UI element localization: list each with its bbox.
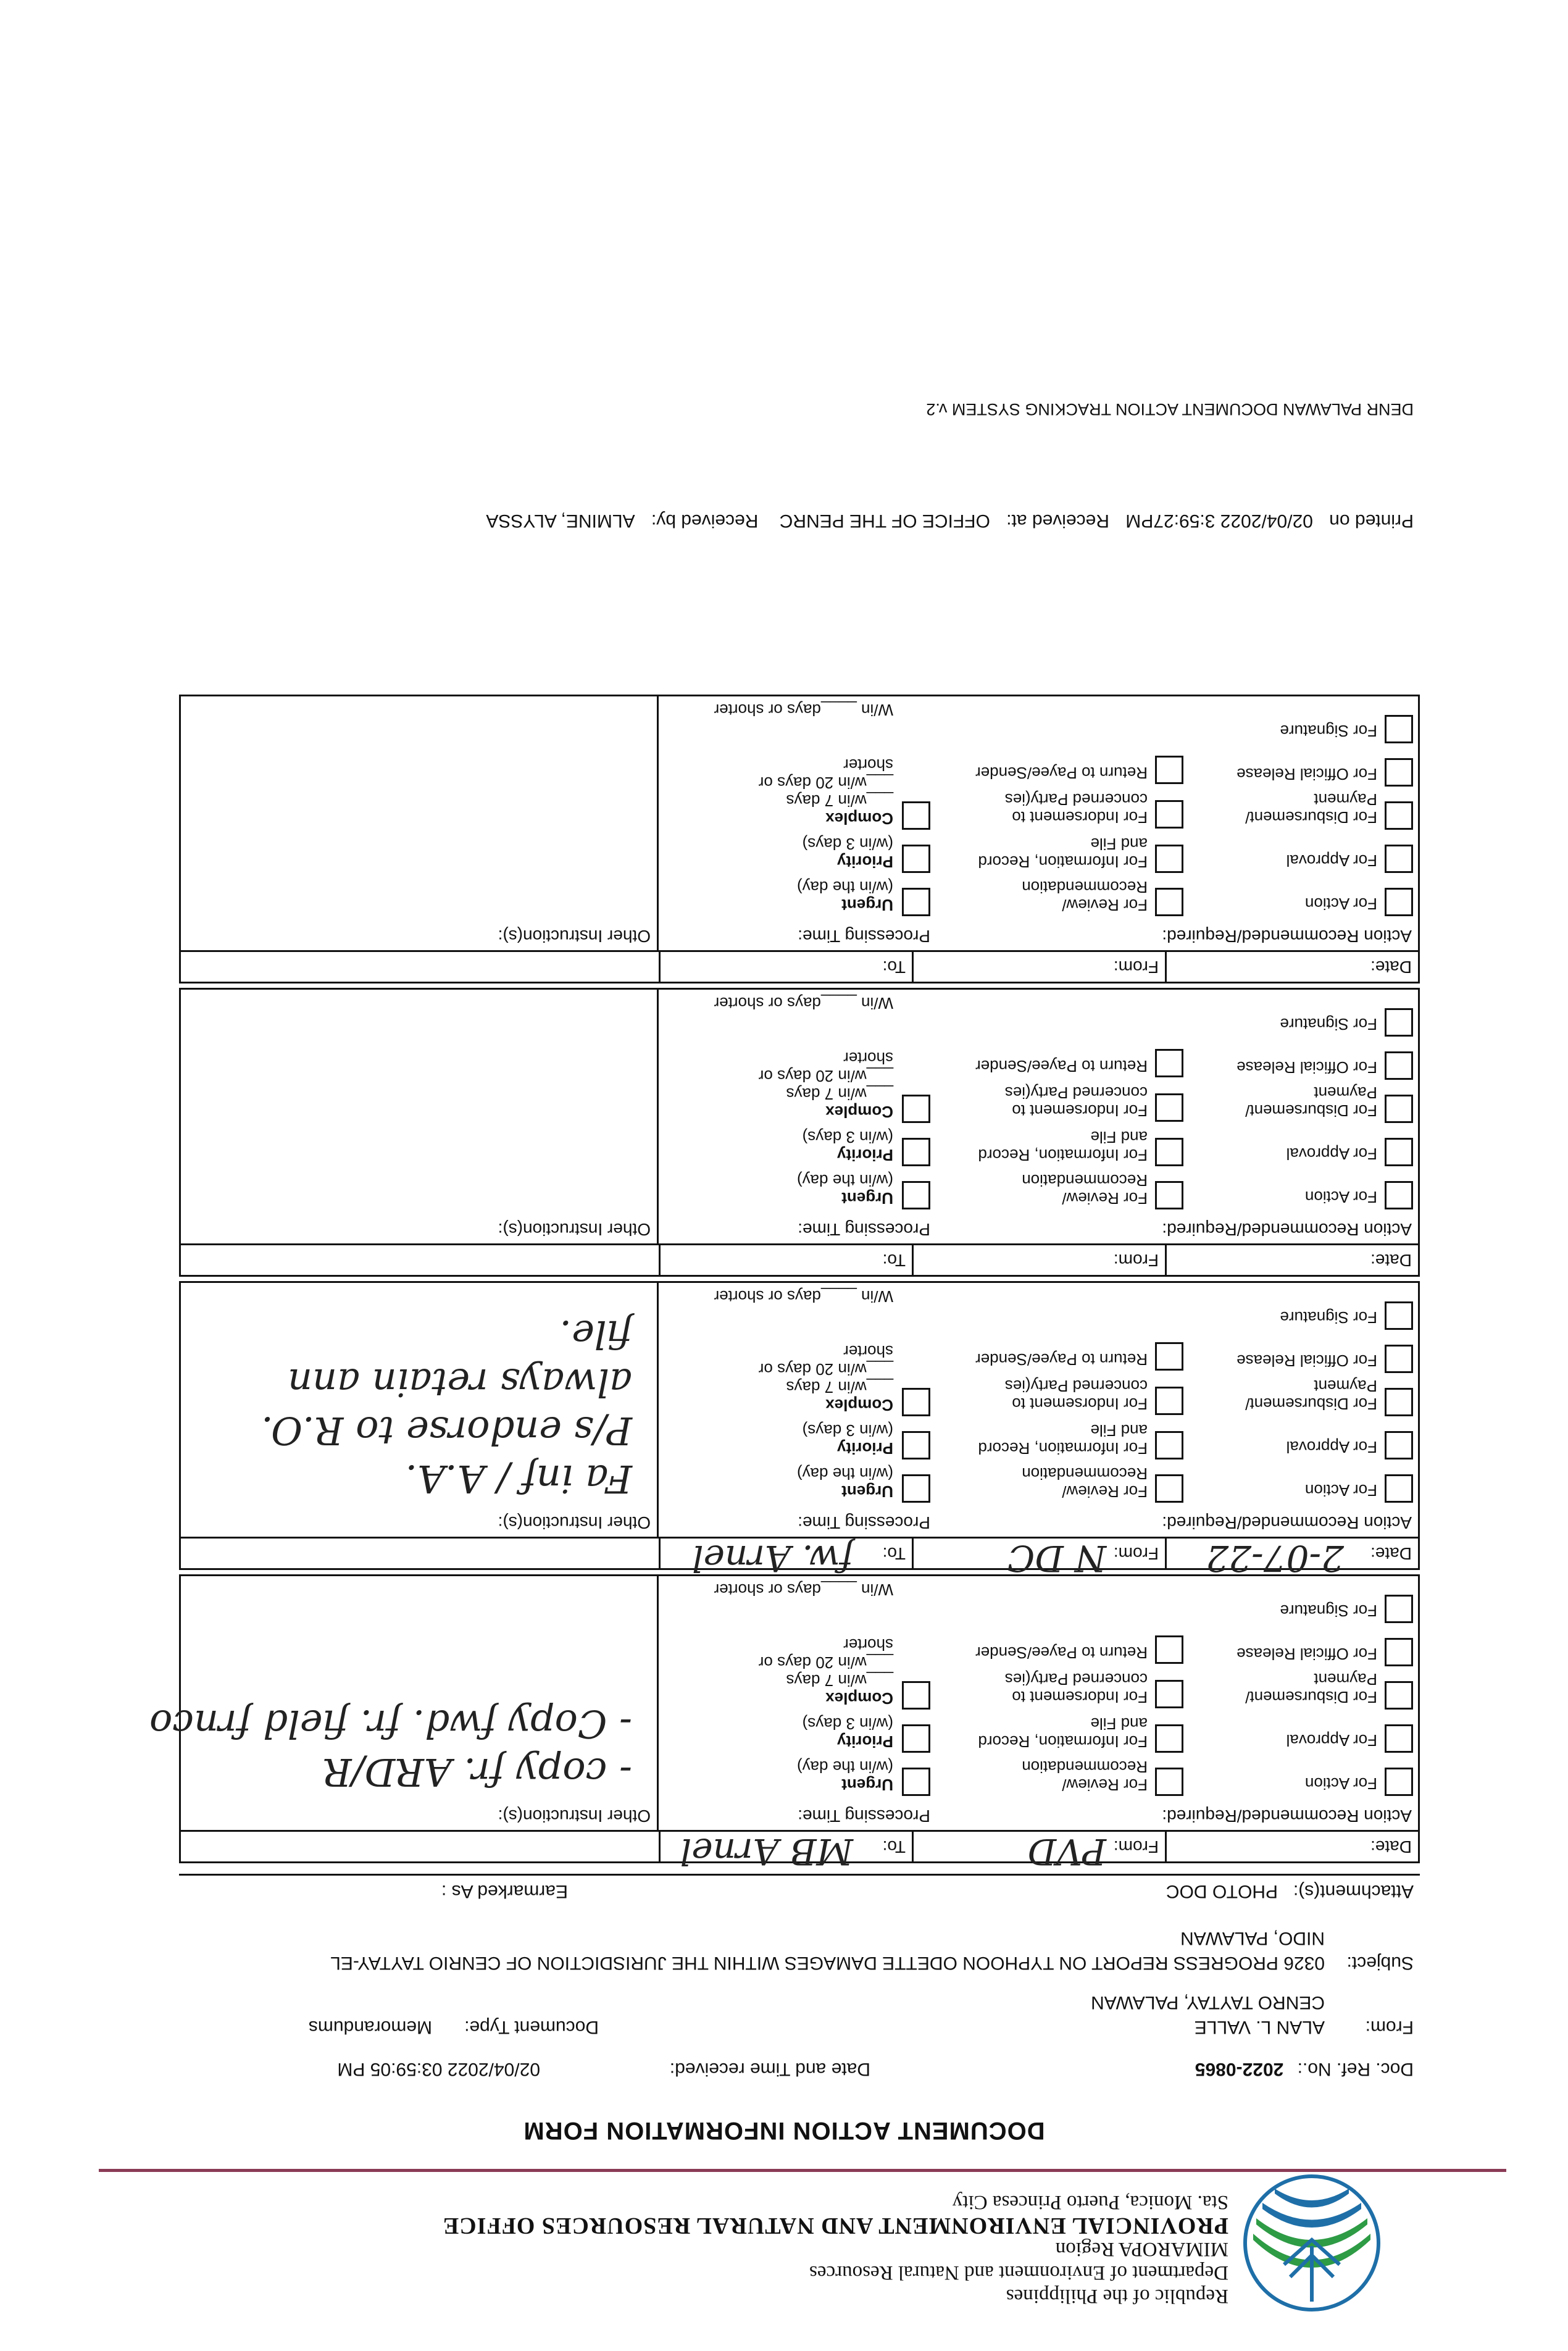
for-disbursement-checkbox[interactable] (1385, 801, 1413, 830)
for-official-release-checkbox[interactable] (1385, 1051, 1413, 1080)
from-label: From: (1113, 1251, 1159, 1270)
urgent-text: Urgent (841, 1776, 893, 1794)
from-cell[interactable] (912, 1537, 1165, 1579)
header-divider (99, 2169, 1506, 2172)
for-approval-text: For Approval (1286, 1731, 1377, 1750)
instructions-column[interactable] (178, 988, 659, 1245)
priority-label (803, 1128, 893, 1164)
address-line: Sta. Monica, Puerto Princesa City (952, 2191, 1228, 2213)
processing-title: Processing Time: (798, 1513, 930, 1532)
for-official-release-text: For Official Release (1236, 1645, 1377, 1663)
complex-sub-1: ___w/in 7 days (786, 1085, 893, 1103)
earmarked-label: Earmarked As : (441, 1881, 568, 1902)
from-cell[interactable] (912, 1831, 1165, 1873)
for-disbursement-label (1245, 1377, 1377, 1413)
for-indorsement-checkbox[interactable] (1155, 1680, 1183, 1708)
for-disbursement-text-2: Payment (1314, 1377, 1377, 1395)
return-to-payee-text: Return to Payee/Sender (975, 1350, 1148, 1369)
for-review-text-2: Recommendation (1022, 878, 1148, 896)
priority-checkbox[interactable] (902, 1724, 930, 1753)
date-cell[interactable] (1165, 1832, 1418, 1861)
attachments-value: PHOTO DOC (1166, 1881, 1278, 1902)
for-indorsement-text: For Indorsement to (1012, 1101, 1148, 1120)
for-approval-text: For Approval (1286, 1438, 1377, 1456)
from-label: From: (1365, 2017, 1414, 2037)
date-label: Date: (1370, 958, 1412, 977)
within-days: W/in ____days or shorter (714, 1581, 893, 1599)
for-indorsement-text: For Indorsement to (1012, 1395, 1148, 1413)
to-label: To: (882, 1544, 906, 1563)
return-to-payee-checkbox[interactable] (1155, 1635, 1183, 1664)
instructions-title: Other Instruction(s): (498, 1220, 651, 1239)
complex-sub-2: ___w/in 20 days or (758, 774, 893, 792)
for-indorsement-checkbox[interactable] (1155, 1093, 1183, 1122)
for-approval-text: For Approval (1286, 851, 1377, 870)
from-name: ALAN L. VALLE (1194, 2017, 1325, 2037)
processing-title: Processing Time: (798, 927, 930, 946)
system-name: DENR PALAWAN DOCUMENT ACTION TRACKING SYSTEM v.2 (926, 400, 1414, 419)
for-signature-label (1280, 722, 1377, 740)
for-review-label (1022, 878, 1148, 914)
return-to-payee-label (975, 764, 1148, 782)
complex-text: Complex (825, 1689, 893, 1708)
from-label: From: (1113, 1837, 1159, 1856)
section-divider (179, 1874, 1420, 1876)
complex-sub-3: shorter (843, 1342, 893, 1361)
slip-header-row (181, 950, 1418, 982)
for-approval-checkbox[interactable] (1385, 1431, 1413, 1459)
from-value: N DC (1007, 1537, 1106, 1579)
routing-slip-4 (179, 695, 1420, 983)
for-indorsement-label (1005, 1670, 1148, 1706)
for-official-release-text: For Official Release (1236, 1058, 1377, 1077)
urgent-text: Urgent (841, 1189, 893, 1208)
doc-ref: Doc. Ref. No.: 2022-0865 (1195, 2059, 1414, 2079)
priority-checkbox[interactable] (902, 1431, 930, 1459)
for-review-label (1022, 1171, 1148, 1207)
doc-ref-value: 2022-0865 (1195, 2059, 1284, 2079)
processing-column (659, 988, 936, 1245)
for-information-label (978, 1421, 1148, 1457)
complex-text: Complex (825, 809, 893, 828)
action-title: Action Recommended/Required: (1162, 1220, 1412, 1239)
return-to-payee-label (975, 1057, 1148, 1075)
for-approval-text: For Approval (1286, 1145, 1377, 1163)
for-review-checkbox[interactable] (1155, 1768, 1183, 1796)
for-disbursement-text-2: Payment (1314, 790, 1377, 809)
for-information-checkbox[interactable] (1155, 845, 1183, 873)
for-disbursement-label (1245, 1084, 1377, 1119)
for-review-text: For Review/ (1062, 1482, 1148, 1501)
for-official-release-text: For Official Release (1236, 1351, 1377, 1370)
for-disbursement-text: For Disbursement/ (1245, 808, 1377, 827)
routing-slip-3 (179, 988, 1420, 1277)
complex-sub-2: ___w/in 20 days or (758, 1653, 893, 1672)
slip-header-row (181, 1243, 1418, 1275)
for-review-text: For Review/ (1062, 1189, 1148, 1208)
urgent-sub-1: (w/in the day) (796, 1464, 893, 1483)
urgent-label (797, 1171, 893, 1207)
processing-title: Processing Time: (798, 1806, 930, 1826)
return-to-payee-checkbox[interactable] (1155, 1049, 1183, 1077)
complex-checkbox[interactable] (902, 1681, 930, 1710)
for-action-checkbox[interactable] (1385, 888, 1413, 916)
for-information-label (978, 1714, 1148, 1750)
complex-sub-3: shorter (843, 1635, 893, 1654)
for-review-label (1022, 1758, 1148, 1794)
subject-label: Subject: (1346, 1953, 1414, 1973)
for-approval-label (1287, 851, 1377, 869)
for-signature-label (1280, 1601, 1377, 1619)
for-signature-checkbox[interactable] (1385, 1008, 1413, 1037)
action-column (936, 988, 1418, 1245)
for-indorsement-label (1005, 1377, 1148, 1413)
for-signature-checkbox[interactable] (1385, 1301, 1413, 1330)
for-action-label (1305, 1188, 1377, 1206)
for-review-text-2: Recommendation (1022, 1758, 1148, 1776)
priority-sub-1: (w/in 3 days) (802, 835, 893, 853)
to-cell[interactable] (659, 1537, 912, 1579)
for-approval-label (1287, 1145, 1377, 1163)
to-label: To: (882, 958, 906, 977)
from-office: CENRO TAYTAY, PALAWAN (1091, 1992, 1325, 2013)
return-to-payee-checkbox[interactable] (1155, 1342, 1183, 1371)
for-action-text: For Action (1304, 1481, 1377, 1500)
for-action-label (1305, 1481, 1377, 1499)
slip-header-row (181, 1830, 1418, 1873)
for-disbursement-checkbox[interactable] (1385, 1388, 1413, 1416)
urgent-label (797, 878, 893, 914)
for-official-release-label (1236, 765, 1377, 783)
republic-line: Republic of the Philippines (1006, 2285, 1228, 2307)
letterhead-text (443, 2190, 1228, 2308)
for-information-text-2: and File (1090, 1421, 1148, 1440)
handwritten-instruction: file. (559, 1312, 632, 1357)
for-review-checkbox[interactable] (1155, 888, 1183, 916)
for-indorsement-text-2: concerned Party(ies (1004, 790, 1148, 809)
routing-slip-1 (149, 1574, 1420, 1873)
to-cell[interactable] (659, 1831, 912, 1873)
complex-sub-3: shorter (843, 756, 893, 774)
for-information-text-2: and File (1090, 835, 1148, 853)
complex-text: Complex (825, 1396, 893, 1414)
action-column (936, 1282, 1418, 1539)
processing-column (659, 695, 936, 952)
priority-label (803, 835, 893, 871)
for-information-checkbox[interactable] (1155, 1431, 1183, 1459)
handwritten-instruction: - Copy fwd. fr. field frnco (149, 1702, 632, 1747)
action-title: Action Recommended/Required: (1162, 1806, 1412, 1826)
for-disbursement-checkbox[interactable] (1385, 1095, 1413, 1123)
for-indorsement-text: For Indorsement to (1012, 808, 1148, 827)
instructions-title: Other Instruction(s): (498, 1513, 651, 1532)
for-approval-checkbox[interactable] (1385, 845, 1413, 873)
department-line: Department of Environment and Natural Resources (809, 2261, 1228, 2284)
date-cell[interactable] (1165, 1245, 1418, 1275)
for-indorsement-checkbox[interactable] (1155, 800, 1183, 829)
subject-line-1: 0326 PROGRESS REPORT ON TYPHOON ODETTE DAMAGES WITHIN THE JURISDICTION OF CENRIO TAYTAY-EL (330, 1953, 1325, 1973)
priority-checkbox[interactable] (902, 845, 930, 873)
for-indorsement-text-2: concerned Party(ies (1004, 1377, 1148, 1395)
for-official-release-checkbox[interactable] (1385, 1638, 1413, 1666)
attachments-label: Attachment(s): (1293, 1881, 1414, 1902)
processing-title: Processing Time: (798, 1220, 930, 1239)
handwritten-instruction: P/s endorse to R.O. (261, 1408, 632, 1453)
urgent-text: Urgent (841, 1482, 893, 1501)
for-indorsement-text-2: concerned Party(ies (1004, 1084, 1148, 1102)
from-value: PVD (1027, 1831, 1106, 1873)
date-received-value: 02/04/2022 03:59:05 PM (337, 2059, 540, 2079)
for-indorsement-text: For Indorsement to (1012, 1688, 1148, 1706)
for-approval-checkbox[interactable] (1385, 1724, 1413, 1753)
to-cell[interactable] (659, 1245, 912, 1275)
received-at-value: OFFICE OF THE PENRC (779, 511, 990, 531)
processing-column (659, 1575, 936, 1832)
for-information-text: For Information, Record (978, 1439, 1148, 1458)
priority-label (803, 1714, 893, 1750)
from-label: From: (1113, 958, 1159, 977)
for-disbursement-label (1245, 790, 1377, 826)
routing-slip-2 (179, 1281, 1420, 1579)
within-days: W/in ____days or shorter (714, 1287, 893, 1306)
complex-text: Complex (825, 1103, 893, 1121)
for-information-checkbox[interactable] (1155, 1138, 1183, 1166)
complex-label (759, 1635, 893, 1707)
priority-sub-1: (w/in 3 days) (802, 1714, 893, 1733)
handwritten-instruction: - copy fr. ARD/R (322, 1750, 632, 1795)
for-disbursement-text: For Disbursement/ (1245, 1395, 1377, 1413)
for-approval-label (1287, 1438, 1377, 1456)
complex-checkbox[interactable] (902, 801, 930, 830)
to-value: fw. Arnel (692, 1537, 853, 1579)
for-signature-checkbox[interactable] (1385, 715, 1413, 743)
for-action-text: For Action (1304, 1188, 1377, 1206)
complex-sub-1: ___w/in 7 days (786, 1378, 893, 1397)
for-disbursement-label (1245, 1670, 1377, 1706)
for-indorsement-label (1005, 1084, 1148, 1119)
for-action-text: For Action (1304, 895, 1377, 913)
for-action-checkbox[interactable] (1385, 1181, 1413, 1209)
instructions-title: Other Instruction(s): (498, 1806, 651, 1826)
for-approval-checkbox[interactable] (1385, 1138, 1413, 1166)
for-information-checkbox[interactable] (1155, 1724, 1183, 1753)
for-official-release-label (1236, 1645, 1377, 1663)
for-approval-label (1287, 1731, 1377, 1749)
complex-label (759, 756, 893, 827)
doc-type-value: Memorandums (308, 2017, 432, 2037)
return-to-payee-checkbox[interactable] (1155, 756, 1183, 784)
for-action-checkbox[interactable] (1385, 1474, 1413, 1503)
for-indorsement-checkbox[interactable] (1155, 1387, 1183, 1415)
urgent-checkbox[interactable] (902, 1474, 930, 1503)
for-disbursement-text-2: Payment (1314, 1670, 1377, 1689)
for-information-text: For Information, Record (978, 853, 1148, 871)
processing-column (659, 1282, 936, 1539)
for-official-release-text: For Official Release (1236, 765, 1377, 783)
to-label: To: (882, 1251, 906, 1270)
for-signature-label (1280, 1015, 1377, 1033)
complex-sub-1: ___w/in 7 days (786, 1671, 893, 1690)
for-official-release-label (1236, 1058, 1377, 1076)
for-disbursement-checkbox[interactable] (1385, 1681, 1413, 1710)
for-information-text-2: and File (1090, 1714, 1148, 1733)
for-review-checkbox[interactable] (1155, 1181, 1183, 1209)
priority-text: Priority (836, 1439, 893, 1458)
within-days: W/in ____days or shorter (714, 701, 893, 719)
action-title: Action Recommended/Required: (1162, 1513, 1412, 1532)
within-days: W/in ____days or shorter (714, 994, 893, 1013)
printed-on-value: 02/04/2022 3:59:27PM (1125, 511, 1313, 531)
complex-sub-3: shorter (843, 1049, 893, 1067)
to-label: To: (882, 1837, 906, 1856)
form-title: DOCUMENT ACTION INFORMATION FORM (523, 2117, 1045, 2144)
complex-label (759, 1049, 893, 1121)
complex-label (759, 1342, 893, 1414)
for-action-text: For Action (1304, 1774, 1377, 1793)
return-to-payee-text: Return to Payee/Sender (975, 1643, 1148, 1662)
date-label: Date: (1370, 1251, 1412, 1270)
priority-text: Priority (836, 1732, 893, 1751)
for-disbursement-text-2: Payment (1314, 1084, 1377, 1102)
from-cell[interactable] (912, 1245, 1165, 1275)
urgent-checkbox[interactable] (902, 888, 930, 916)
instructions-column[interactable] (149, 1575, 659, 1832)
for-information-label (978, 1128, 1148, 1164)
for-official-release-checkbox[interactable] (1385, 1345, 1413, 1373)
priority-text: Priority (836, 1146, 893, 1164)
action-title: Action Recommended/Required: (1162, 927, 1412, 946)
complex-sub-2: ___w/in 20 days or (758, 1360, 893, 1379)
urgent-sub-1: (w/in the day) (796, 878, 893, 896)
for-indorsement-label (1005, 790, 1148, 826)
complex-checkbox[interactable] (902, 1388, 930, 1416)
complex-sub-1: ___w/in 7 days (786, 791, 893, 810)
doc-type-label: Document Type: (464, 2017, 599, 2037)
to-value: MB Arnel (680, 1831, 853, 1873)
for-action-checkbox[interactable] (1385, 1768, 1413, 1796)
from-cell[interactable] (912, 952, 1165, 982)
instructions-column[interactable] (178, 1282, 659, 1539)
action-column (936, 695, 1418, 952)
action-column (936, 1575, 1418, 1832)
from-label: From: (1113, 1544, 1159, 1563)
for-information-text-2: and File (1090, 1128, 1148, 1146)
complex-checkbox[interactable] (902, 1095, 930, 1123)
priority-label (803, 1421, 893, 1457)
for-information-text: For Information, Record (978, 1146, 1148, 1164)
return-to-payee-label (975, 1643, 1148, 1661)
urgent-checkbox[interactable] (902, 1768, 930, 1796)
date-cell[interactable] (1165, 952, 1418, 982)
for-disbursement-text: For Disbursement/ (1245, 1101, 1377, 1120)
urgent-sub-1: (w/in the day) (796, 1171, 893, 1190)
for-signature-text: For Signature (1280, 722, 1377, 740)
instructions-title: Other Instruction(s): (498, 927, 651, 946)
return-to-payee-text: Return to Payee/Sender (975, 1057, 1148, 1075)
for-indorsement-text-2: concerned Party(ies (1004, 1670, 1148, 1689)
priority-checkbox[interactable] (902, 1138, 930, 1166)
complex-sub-2: ___w/in 20 days or (758, 1067, 893, 1085)
denr-logo (1241, 2172, 1383, 2314)
priority-text: Priority (836, 853, 893, 871)
for-signature-text: For Signature (1280, 1308, 1377, 1327)
handwritten-instruction: always retain ann (288, 1360, 632, 1405)
for-signature-text: For Signature (1280, 1601, 1377, 1620)
handwritten-instruction: Fa inf / A.A. (405, 1456, 632, 1501)
printed-on: Printed on 02/04/2022 3:59:27PM Received at: OFFICE OF THE PENRC Received by: ALMINE, ALYSSA (486, 511, 1414, 531)
subject-line-2: NIDO, PALAWAN (1180, 1928, 1325, 1948)
letterhead (210, 2153, 1383, 2314)
instructions-column[interactable] (178, 695, 659, 952)
for-review-checkbox[interactable] (1155, 1474, 1183, 1503)
priority-sub-1: (w/in 3 days) (802, 1128, 893, 1146)
for-signature-checkbox[interactable] (1385, 1595, 1413, 1623)
for-review-text: For Review/ (1062, 1776, 1148, 1794)
for-review-text-2: Recommendation (1022, 1171, 1148, 1190)
for-official-release-checkbox[interactable] (1385, 758, 1413, 787)
for-review-label (1022, 1464, 1148, 1500)
return-to-payee-text: Return to Payee/Sender (975, 764, 1148, 782)
for-action-label (1305, 895, 1377, 912)
urgent-checkbox[interactable] (902, 1181, 930, 1209)
for-review-text-2: Recommendation (1022, 1464, 1148, 1483)
for-information-label (978, 835, 1148, 871)
urgent-label (797, 1758, 893, 1794)
for-information-text: For Information, Record (978, 1732, 1148, 1751)
date-label: Date: (1370, 1837, 1412, 1856)
urgent-sub-1: (w/in the day) (796, 1758, 893, 1776)
office-line: PROVINCIAL ENVIRONMENT AND NATURAL RESOURCES OFFICE (442, 2213, 1228, 2239)
for-official-release-label (1236, 1351, 1377, 1369)
received-by-value: ALMINE, ALYSSA (486, 511, 635, 531)
slip-header-row (181, 1537, 1418, 1579)
region-line: MIMAROPA Region (1055, 2238, 1228, 2260)
for-disbursement-text: For Disbursement/ (1245, 1688, 1377, 1706)
urgent-label (797, 1464, 893, 1500)
priority-sub-1: (w/in 3 days) (802, 1421, 893, 1440)
date-value: 2-07-22 (1206, 1537, 1344, 1579)
date-received: Date and Time received: (669, 2059, 870, 2079)
date-cell[interactable] (1165, 1537, 1418, 1579)
for-action-label (1305, 1774, 1377, 1792)
date-label: Date: (1370, 1544, 1412, 1563)
return-to-payee-label (975, 1350, 1148, 1368)
for-signature-text: For Signature (1280, 1015, 1377, 1034)
for-signature-label (1280, 1308, 1377, 1326)
for-review-text: For Review/ (1062, 896, 1148, 914)
to-cell[interactable] (659, 952, 912, 982)
urgent-text: Urgent (841, 896, 893, 914)
